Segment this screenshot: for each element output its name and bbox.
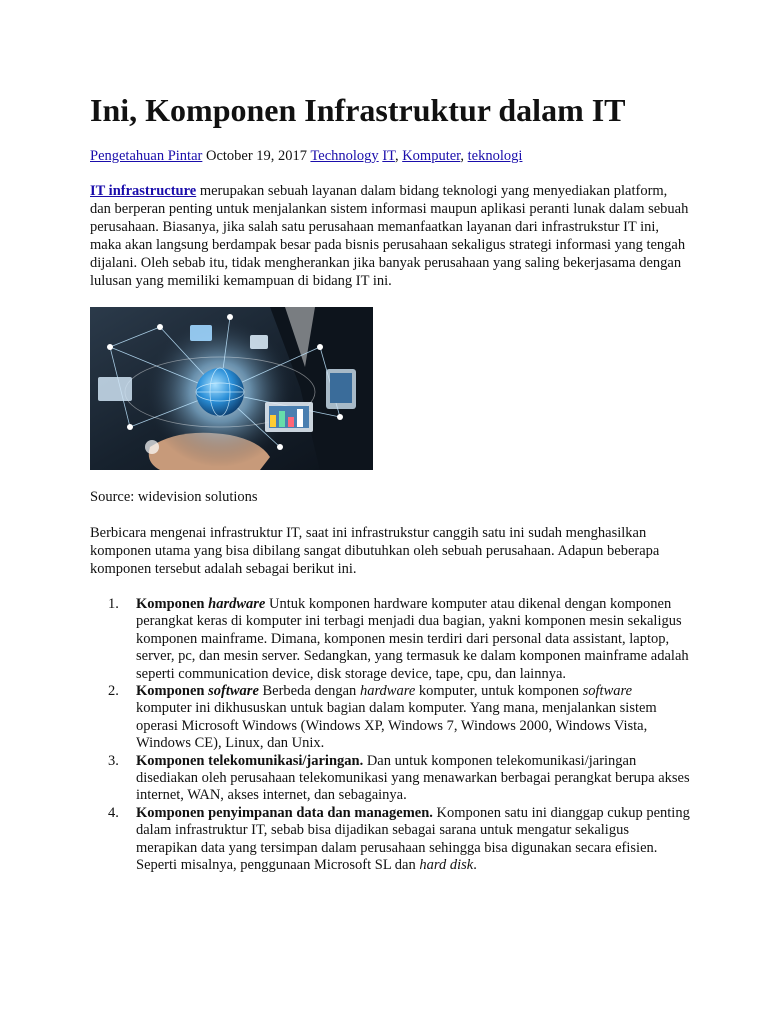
article-meta (90, 147, 522, 165)
list-number: 4. (108, 804, 119, 821)
list-item-heading: Komponen (136, 596, 209, 612)
intro-text: merupakan sebuah layanan dalam bidang teknologi yang menyediakan platform, dan berperan penting untuk menjalankan sistem informasi maupun aplikasi peranti lunak dalam sebuah perusahaan. Biasanya, jika salah satu perusahaan memanfaatkan layanan dari infrastrukstur IT ini, maka akan langsung berdampak besar pada bisnis perusahaan sekaligus strategi informasi yang tengah dijalani. Oleh sebab itu, tidak mengherankan jika banyak perusahaan yang saling bekerjasama dengan lulusan yang memiliki kemampuan di bidang IT ini. (90, 183, 689, 289)
list-item-text: Dan untuk komponen telekomunikasi/jaringan disediakan oleh perusahaan telekomunikasi yang menawarkan berbagai perangkat berupa akses internet, WAN, akses internet, dan sebagainya. (136, 752, 690, 804)
article-image (90, 307, 373, 470)
image-source-caption: Source: widevision solutions (90, 489, 258, 505)
list-item-heading: Komponen telekomunikasi/jaringan. (136, 752, 364, 769)
list-item (90, 596, 690, 683)
list-item-italic-term: software (582, 683, 633, 700)
list-item-italic-term: hardware (359, 683, 416, 700)
component-list (90, 596, 690, 875)
list-item (90, 753, 690, 805)
list-item-heading-term: software (208, 683, 259, 700)
intro-paragraph (90, 182, 690, 290)
list-item-text: . (473, 857, 477, 874)
list-item-text: komputer, untuk komponen (415, 683, 583, 700)
author-link[interactable]: Pengetahuan Pintar (90, 148, 203, 164)
list-number: 1. (108, 596, 119, 612)
list-item-heading: Komponen penyimpanan data dan managemen. (136, 804, 433, 821)
list-number: 2. (108, 683, 119, 700)
list-item (90, 805, 690, 875)
list-number: 3. (108, 752, 119, 769)
separator: , (460, 148, 468, 164)
category-link-teknologi[interactable]: teknologi (467, 148, 523, 164)
category-link-technology[interactable]: Technology (310, 148, 379, 164)
body-paragraph: Berbicara mengenai infrastruktur IT, saat ini infrastrukstur canggih satu ini sudah menghasilkan komponen utama yang bisa dibilang sangat dibutuhkan oleh sebuah perusahaan. Adapun beberapa komponen tersebut adalah sebagai berikut ini. (90, 525, 660, 577)
list-item-text: Berbeda dengan (258, 683, 360, 700)
article-title: Ini, Komponen Infrastruktur dalam IT (90, 92, 626, 128)
it-infrastructure-link[interactable]: IT infrastructure (90, 183, 197, 199)
separator: , (394, 148, 403, 164)
post-date: October 19, 2017 (205, 148, 308, 164)
list-item-heading: Komponen (136, 683, 209, 700)
category-link-komputer[interactable]: Komputer (402, 148, 461, 164)
list-item-text: Komponen satu ini dianggap cukup penting dalam infrastruktur IT, sebab bisa dijadikan sebagai sarana untuk mengatur sekaligus merapikan data yang tersimpan dalam perusahaan sehingga bisa digunakan secara efisien. Seperti misalnya, penggunaan Microsoft SL dan (136, 804, 690, 874)
list-item-heading-term: hardware (208, 596, 266, 612)
category-link-it[interactable]: IT (382, 148, 395, 164)
technology-network-illustration (90, 307, 373, 470)
list-item-text: komputer ini dikhususkan untuk bagian dalam komputer. Yang mana, menjalankan sistem operasi Microsoft Windows (Windows XP, Windows 7, Windows 2000, Windows Vista, Windows CE), Linux, dan Unix. (136, 700, 657, 752)
list-item-italic-term: hard disk (419, 857, 474, 874)
list-item (90, 683, 690, 753)
list-item-text: Untuk komponen hardware komputer atau dikenal dengan komponen perangkat keras di komputer ini terbagi menjadi dua bagian, yakni komponen mesin sekaligus komponen mainframe. Dimana, komponen mesin terdiri dari personal data assistant, laptop, server, pc, dan mesin server. Sedangkan, yang termasuk ke dalam komponen mainframe adalah seperti communication device, disk storage device, tape, cpu, dan lainnya. (136, 596, 689, 682)
